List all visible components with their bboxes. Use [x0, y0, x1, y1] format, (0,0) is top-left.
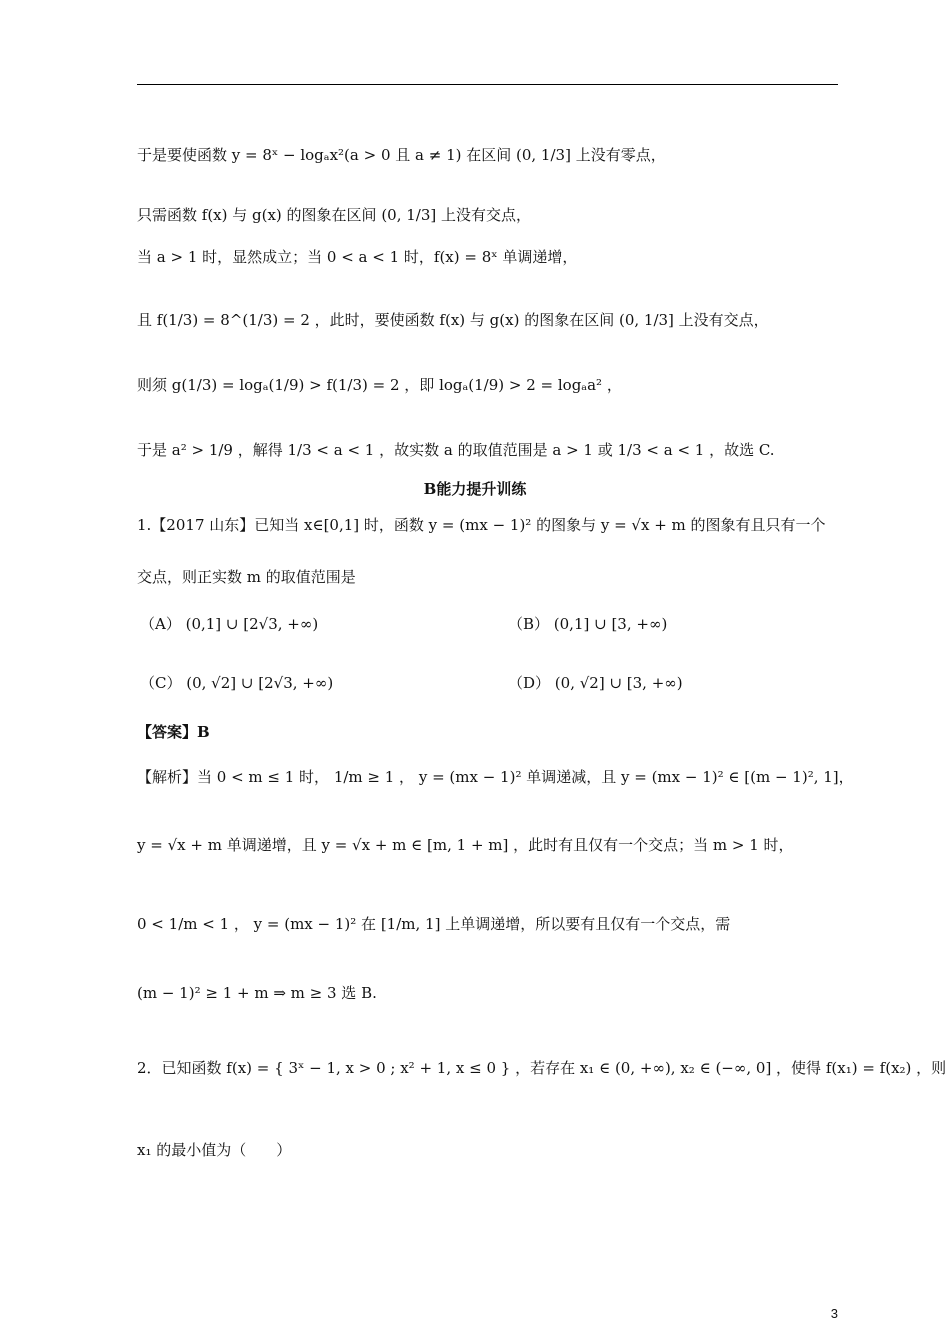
- q1-analysis-line-3: 0 < 1/m < 1 ， y = (mx − 1)² 在 [1/m, 1] 上单调递增，所以要有且仅有一个交点，需: [137, 915, 731, 933]
- q1-analysis-line-2: y = √x + m 单调递增，且 y = √x + m ∈ [m, 1 + m] ，此时有且仅有一个交点；当 m > 1 时，: [137, 836, 794, 854]
- q1-option-d: （D） (0, √2] ∪ [3, +∞): [508, 674, 683, 692]
- solution-line-3: 当 a > 1 时，显然成立；当 0 < a < 1 时，f(x) = 8ˣ 单调递增，: [137, 248, 578, 266]
- solution-line-6: 于是 a² > 1/9 ，解得 1/3 < a < 1 ，故实数 a 的取值范围是 a > 1 或 1/3 < a < 1 ，故选 C.: [137, 441, 775, 459]
- solution-line-2: 只需函数 f(x) 与 g(x) 的图象在区间 (0, 1/3] 上没有交点，: [137, 206, 532, 224]
- q1-stem-line-1: 1.【2017 山东】已知当 x∈[0,1] 时，函数 y = (mx − 1)² 的图象与 y = √x + m 的图象有且只有一个: [137, 516, 826, 534]
- q1-analysis-line-1: 【解析】当 0 < m ≤ 1 时， 1/m ≥ 1 ， y = (mx − 1)² 单调递减，且 y = (mx − 1)² ∈ [(m − 1)², 1]，: [137, 768, 854, 786]
- q1-option-b: （B） (0,1] ∪ [3, +∞): [508, 615, 668, 633]
- q1-stem-line-2: 交点，则正实数 m 的取值范围是: [137, 568, 356, 586]
- q1-analysis-line-4: (m − 1)² ≥ 1 + m ⇒ m ≥ 3 选 B.: [137, 984, 377, 1002]
- q1-option-c: （C） (0, √2] ∪ [2√3, +∞): [140, 674, 334, 692]
- solution-line-4: 且 f(1/3) = 8^(1/3) = 2 ，此时，要使函数 f(x) 与 g(x) 的图象在区间 (0, 1/3] 上没有交点，: [137, 311, 769, 329]
- q2-stem-line-2: x₁ 的最小值为（ ）: [137, 1141, 292, 1159]
- page-number: 3: [830, 1306, 838, 1321]
- solution-line-5: 则须 g(1/3) = logₐ(1/9) > f(1/3) = 2 ，即 logₐ(1/9) > 2 = logₐa² ，: [137, 376, 622, 394]
- section-title: B能力提升训练: [423, 480, 527, 498]
- solution-line-1: 于是要使函数 y = 8ˣ − logₐx²(a > 0 且 a ≠ 1) 在区间 (0, 1/3] 上没有零点，: [137, 146, 666, 164]
- q1-answer: 【答案】B: [137, 723, 210, 741]
- header-rule: [137, 84, 838, 85]
- q2-stem-line-1: 2．已知函数 f(x) = { 3ˣ − 1, x > 0 ; x² + 1, x ≤ 0 } ，若存在 x₁ ∈ (0, +∞), x₂ ∈ (−∞, 0] ，使得 f(x₁) = f(x₂) ，则: [137, 1059, 947, 1077]
- q1-option-a: （A） (0,1] ∪ [2√3, +∞): [140, 615, 319, 633]
